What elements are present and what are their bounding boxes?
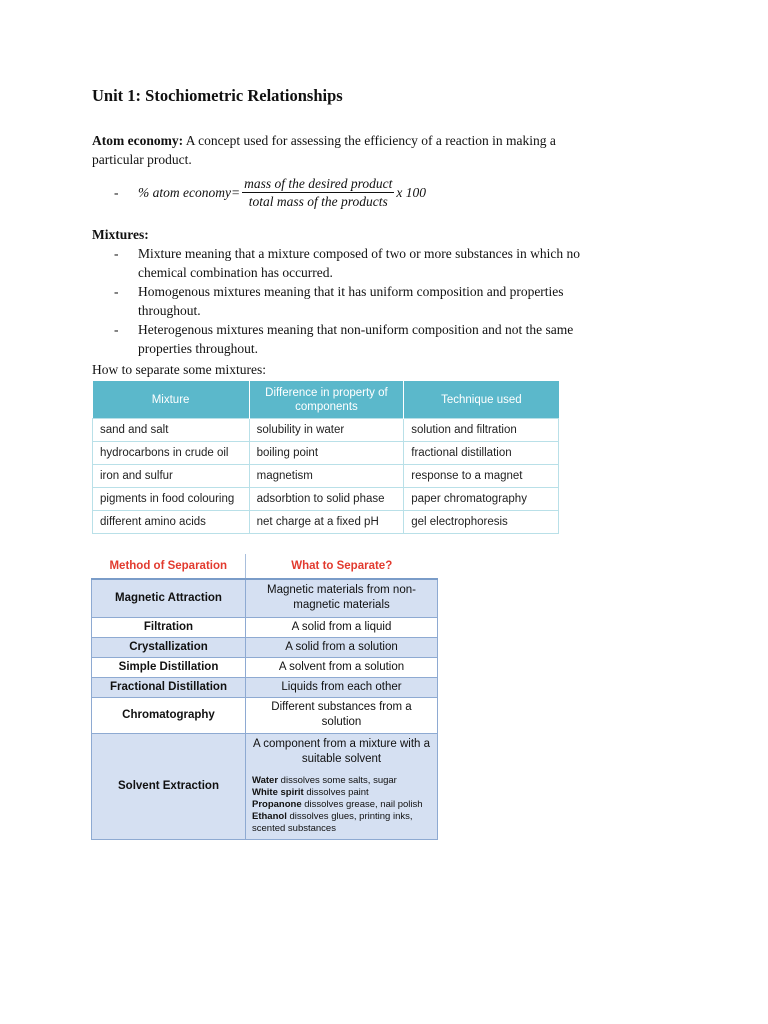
table-row (92, 657, 438, 677)
table-cell: solution and filtration (404, 419, 559, 442)
atom-economy-definition-line2: particular product. (92, 152, 192, 167)
formula-denominator: total mass of the products (248, 194, 388, 209)
table-cell: hydrocarbons in crude oil (93, 442, 250, 465)
solvent-note: Water dissolves some salts, sugar (252, 774, 397, 786)
what-cell: Magnetic materials from non-magnetic materials (246, 579, 438, 617)
table-cell: gel electrophoresis (404, 511, 559, 534)
method-cell: Filtration (92, 617, 246, 637)
table-cell: adsorbtion to solid phase (249, 488, 404, 511)
mixture-item-line1: Homogenous mixtures meaning that it has uniform composition and properties (138, 284, 564, 299)
what-cell: Liquids from each other (246, 677, 438, 697)
atom-economy-definition-line1: A concept used for assessing the efficiency of a reaction in making a (183, 133, 556, 148)
what-cell: Different substances from a solution (246, 697, 438, 733)
method-cell: Fractional Distillation (92, 677, 246, 697)
table1-header-difference: Difference in property of components (249, 381, 404, 419)
solvent-note: Propanone dissolves grease, nail polish (252, 798, 423, 810)
what-cell (246, 733, 438, 839)
table-cell: iron and sulfur (93, 465, 250, 488)
solvent-extraction-description: A component from a mixture with a suitable solvent (252, 737, 431, 765)
solvent-note: Ethanol dissolves glues, printing inks, scented substances (252, 810, 413, 834)
table-cell: boiling point (249, 442, 404, 465)
table-cell: fractional distillation (404, 442, 559, 465)
table2-header-what: What to Separate? (246, 554, 438, 579)
mixtures-heading-text: Mixtures: (92, 227, 149, 242)
method-of-separation-table (91, 554, 438, 840)
table-cell: net charge at a fixed pH (249, 511, 404, 534)
table-cell: different amino acids (93, 511, 250, 534)
table-row (93, 419, 559, 442)
table-row (93, 465, 559, 488)
table-row (92, 697, 438, 733)
what-cell: A solid from a liquid (246, 617, 438, 637)
table-row (92, 677, 438, 697)
table-row (93, 488, 559, 511)
formula-bullet: - (114, 185, 119, 200)
mixture-item-line2: chemical combination has occurred. (138, 265, 333, 280)
formula-lhs: % atom economy= (138, 185, 241, 200)
mixture-item-line1: Heterogenous mixtures meaning that non-uniform composition and not the same (138, 322, 574, 337)
page-title: Unit 1: Stochiometric Relationships (92, 86, 343, 105)
separation-techniques-table (92, 381, 559, 534)
list-item: - Homogenous mixtures meaning that it has uniform composition and properties throughout. (114, 284, 564, 318)
method-cell: Crystallization (92, 637, 246, 657)
atom-economy-formula (114, 176, 426, 210)
what-cell: A solvent from a solution (246, 657, 438, 677)
mixtures-list (114, 244, 674, 358)
atom-economy-term: Atom economy: (92, 133, 184, 148)
table-cell: magnetism (249, 465, 404, 488)
method-cell: Simple Distillation (92, 657, 246, 677)
mixture-item-line1: Mixture meaning that a mixture composed of two or more substances in which no (138, 246, 581, 261)
table1-header-technique: Technique used (404, 381, 559, 419)
table2-header-method: Method of Separation (92, 554, 246, 579)
method-cell: Chromatography (92, 697, 246, 733)
table-cell: paper chromatography (404, 488, 559, 511)
formula-fraction (242, 176, 394, 210)
table-row (92, 579, 438, 617)
method-cell: Magnetic Attraction (92, 579, 246, 617)
atom-economy-definition (92, 131, 662, 169)
table-row (93, 442, 559, 465)
table-row (92, 637, 438, 657)
separate-intro: How to separate some mixtures: (92, 362, 266, 377)
method-cell: Solvent Extraction (92, 733, 246, 839)
mixture-item-line2: properties throughout. (138, 341, 258, 356)
table-cell: pigments in food colouring (93, 488, 250, 511)
table-cell: solubility in water (249, 419, 404, 442)
what-cell: A solid from a solution (246, 637, 438, 657)
table-row (93, 511, 559, 534)
formula-rhs: x 100 (396, 185, 426, 200)
formula-numerator: mass of the desired product (244, 176, 393, 191)
table-cell: response to a magnet (404, 465, 559, 488)
solvent-note: White spirit dissolves paint (252, 786, 369, 798)
table-row (92, 617, 438, 637)
list-item: - Heterogenous mixtures meaning that non-uniform composition and not the same properties throughout. (114, 322, 574, 356)
list-item: - Mixture meaning that a mixture composed of two or more substances in which no chemical combination has occurred. (114, 246, 581, 280)
table-row (92, 733, 438, 839)
mixture-item-line2: throughout. (138, 303, 201, 318)
mixtures-heading (92, 225, 662, 244)
table1-header-mixture: Mixture (93, 381, 250, 419)
table-cell: sand and salt (93, 419, 250, 442)
